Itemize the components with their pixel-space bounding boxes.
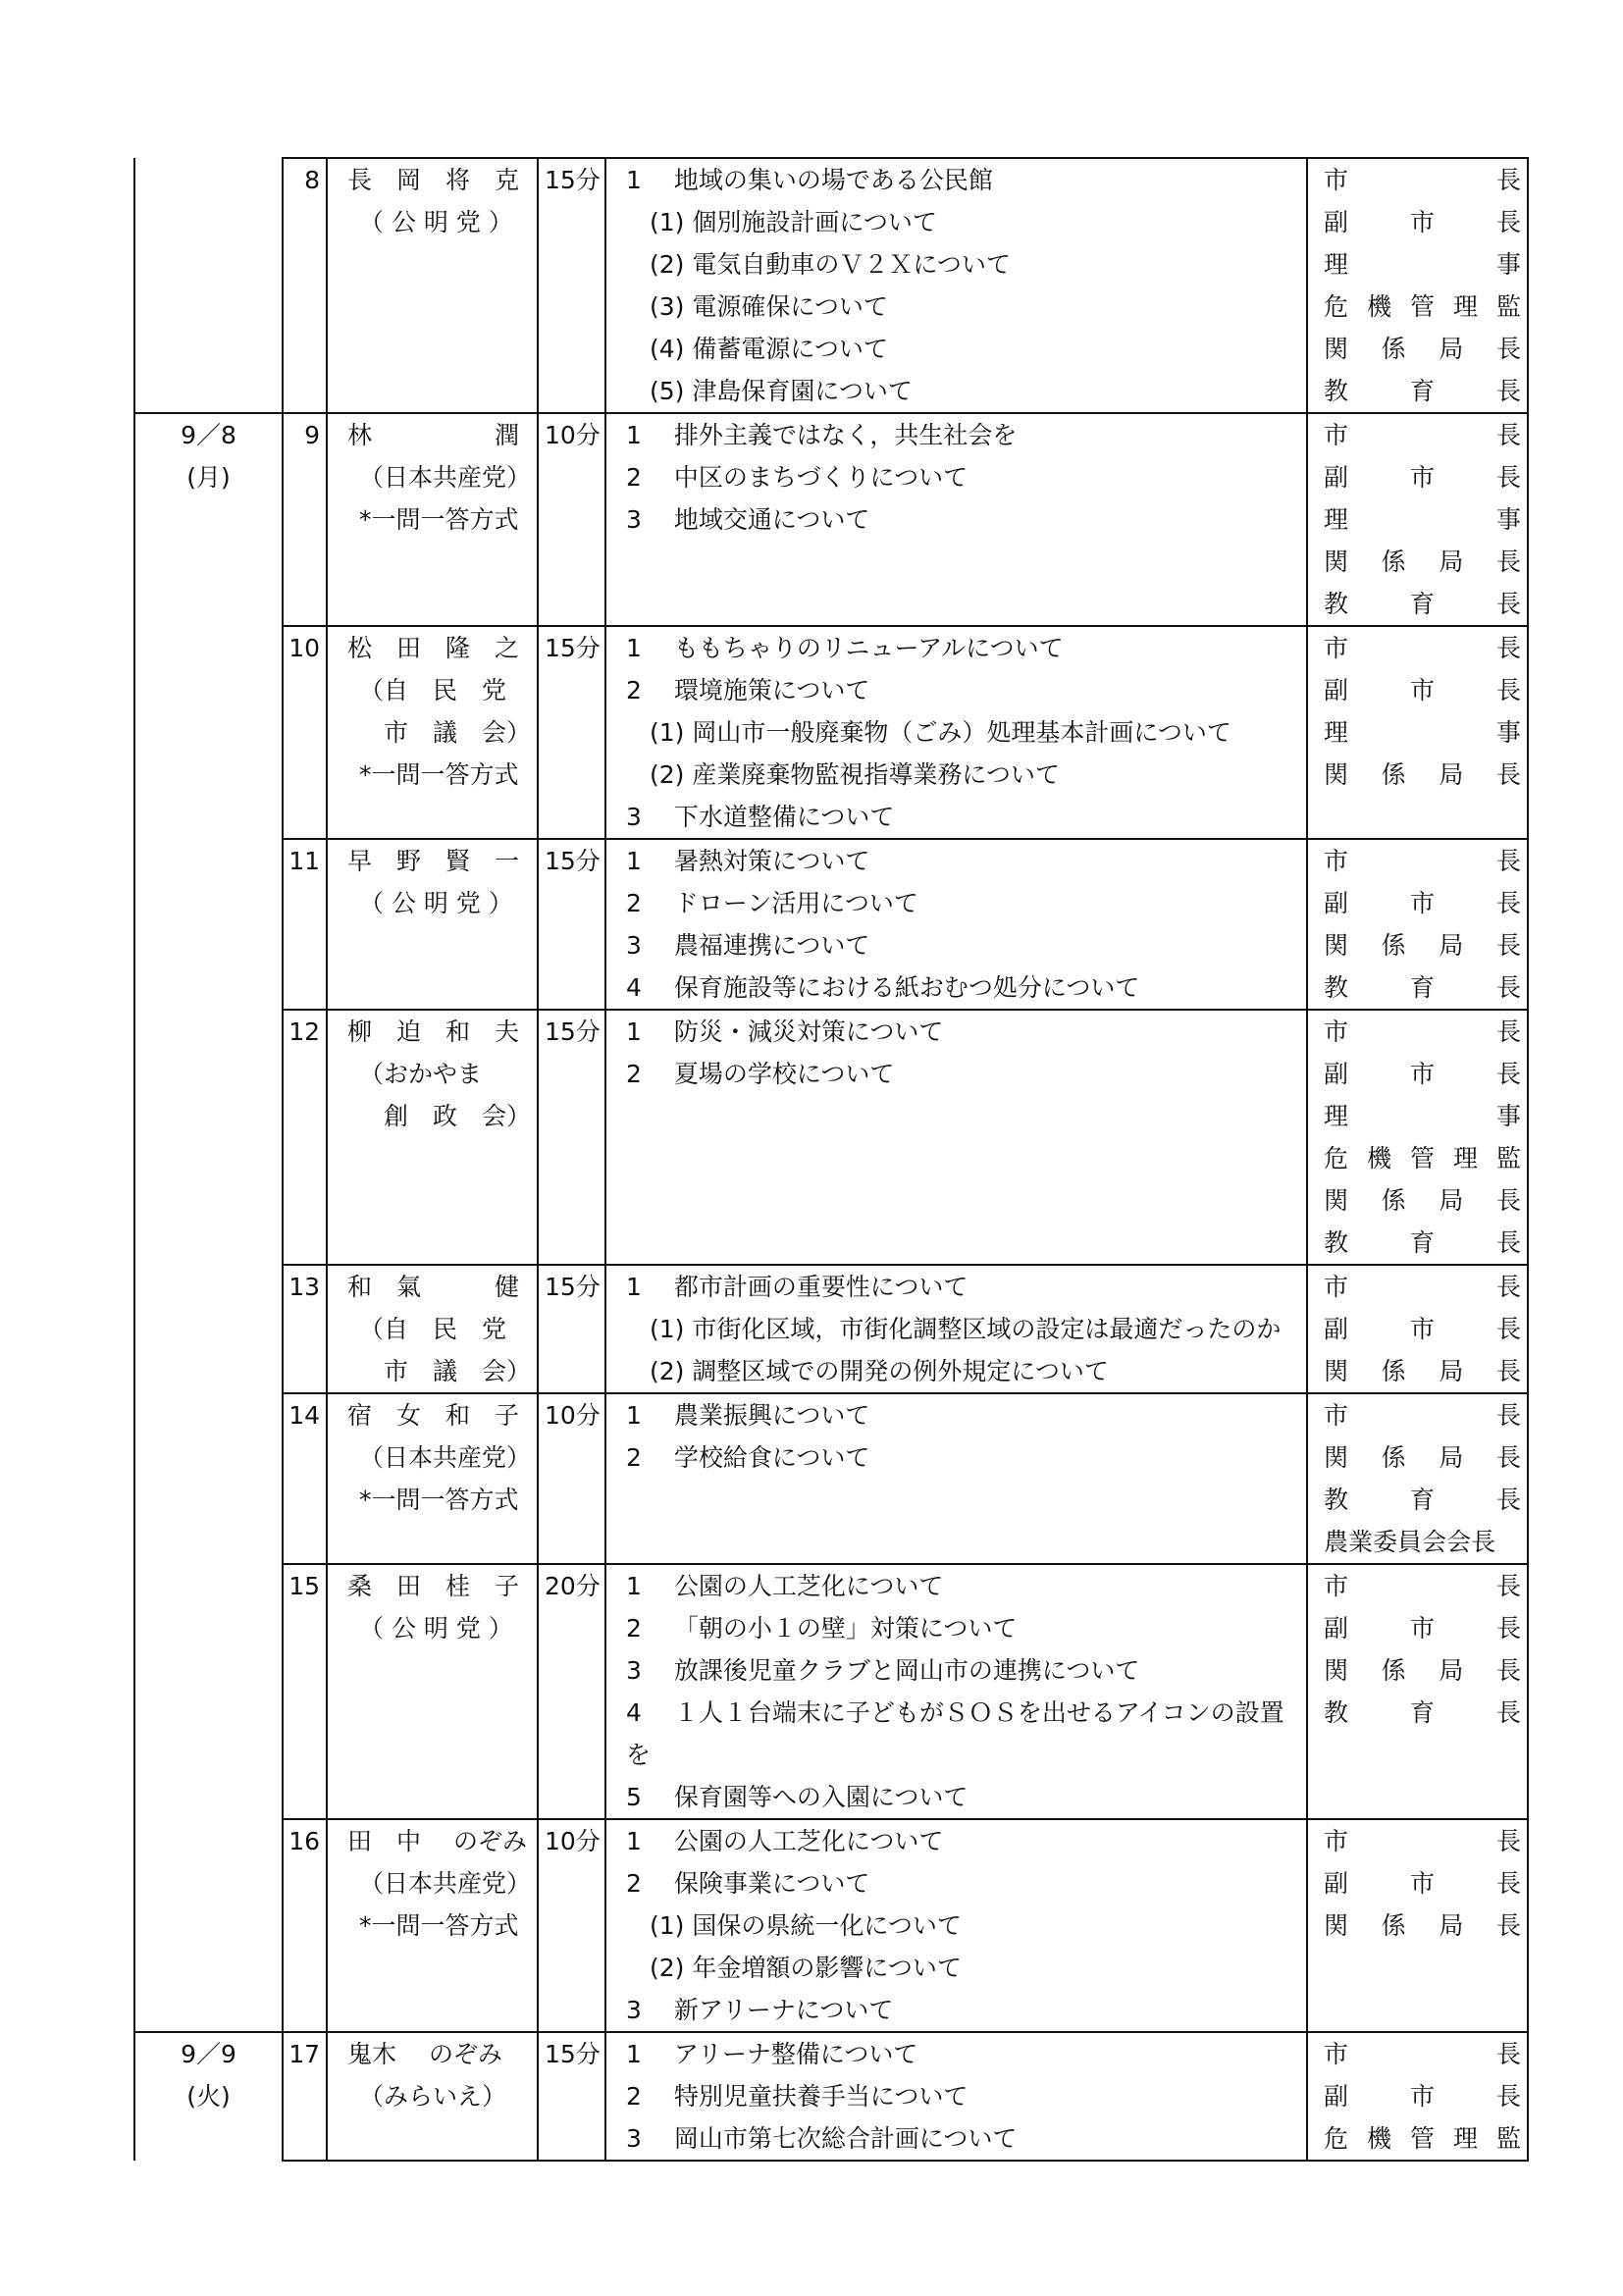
- topic-item: 2 「朝の小１の壁」対策について: [626, 1614, 1018, 1643]
- questioner-name: 長 岡 将 克: [347, 166, 520, 194]
- questioner-affiliation: （日本共産党）: [359, 1443, 532, 1472]
- time-value: 15分: [545, 1018, 601, 1046]
- time-allotted: [538, 1393, 605, 1564]
- time-value: 15分: [545, 2040, 601, 2068]
- answerer: 関 係 局 長: [1324, 1911, 1521, 1940]
- topic-item: 3 岡山市第七次総合計画について: [626, 2124, 1018, 2153]
- speaker-number: [283, 1265, 327, 1393]
- answerer: 市 長: [1324, 1273, 1521, 1301]
- answerer: 教 育 長: [1324, 1486, 1521, 1514]
- answerer: 副 市 長: [1324, 1060, 1521, 1088]
- questioner-affiliation: （自 民 党: [359, 1315, 507, 1343]
- questioner: [327, 839, 538, 1010]
- answerer: 関 係 局 長: [1324, 760, 1521, 789]
- time-value: 10分: [545, 1827, 601, 1855]
- time-allotted: [538, 1010, 605, 1265]
- session-date: [134, 158, 283, 413]
- questioner-affiliation: （自 民 党: [359, 676, 507, 704]
- speaker-row: [134, 1564, 1528, 1819]
- time-allotted: [538, 1819, 605, 2032]
- answerer: 市 長: [1324, 166, 1521, 194]
- answerer: 副 市 長: [1324, 1614, 1521, 1643]
- speaker-row: [134, 2032, 1528, 2161]
- session-date: [134, 626, 283, 839]
- speaker-number: [283, 1010, 327, 1265]
- answerer: 理 事: [1324, 250, 1521, 279]
- session-date: [134, 1564, 283, 1819]
- speaker-number: [283, 413, 327, 626]
- answerer: 関 係 局 長: [1324, 1357, 1521, 1385]
- time-value: 15分: [545, 1273, 601, 1301]
- answerers: [1307, 839, 1528, 1010]
- answerer: 理 事: [1324, 1102, 1521, 1130]
- questioner-name: 和 氣 健: [347, 1273, 520, 1301]
- topic-item: (2) 電気自動車のＶ２Ｘについて: [650, 250, 1011, 279]
- questioner: [327, 1819, 538, 2032]
- questioner: [327, 1010, 538, 1265]
- answerer: 理 事: [1324, 505, 1521, 534]
- topic-item: 2 特別児童扶養手当について: [626, 2082, 969, 2111]
- answerer: 教 育 長: [1324, 1698, 1521, 1727]
- answerer: 教 育 長: [1324, 1228, 1521, 1257]
- speaker-row: [134, 158, 1528, 413]
- answerers: [1307, 626, 1528, 839]
- questioner: [327, 413, 538, 626]
- answerers: [1307, 1265, 1528, 1393]
- answerer: 副 市 長: [1324, 463, 1521, 492]
- answerers: [1307, 158, 1528, 413]
- topic-item: 1 都市計画の重要性について: [626, 1273, 969, 1301]
- time-value: 10分: [545, 421, 601, 449]
- answerer: 危 機 管 理 監: [1324, 1144, 1521, 1173]
- answerer: 関 係 局 長: [1324, 1186, 1521, 1215]
- questioner: [327, 1393, 538, 1564]
- speaker-number: [283, 626, 327, 839]
- questioner-name: 田 中 のぞみ: [347, 1827, 527, 1855]
- questioner: [327, 1265, 538, 1393]
- answerer: 市 長: [1324, 1827, 1521, 1855]
- question-topics: [605, 626, 1307, 839]
- answerers: [1307, 1393, 1528, 1564]
- question-topics: [605, 2032, 1307, 2161]
- questioner-name: 柳 迫 和 夫: [347, 1018, 520, 1046]
- answerer: 農 業 委 員 会 会 長: [1324, 1528, 1496, 1556]
- topic-item: (1) 国保の県統一化について: [650, 1911, 962, 1940]
- speaker-row: [134, 1393, 1528, 1564]
- question-topics: [605, 1010, 1307, 1265]
- order-number: 9: [304, 421, 320, 449]
- order-number: 8: [304, 166, 320, 194]
- time-value: 15分: [545, 847, 601, 875]
- topic-item: 3 新アリーナについて: [626, 1996, 894, 2024]
- time-allotted: [538, 413, 605, 626]
- date-text: (月): [186, 463, 231, 492]
- questioner-affiliation: （ 公 明 党 ）: [359, 889, 513, 917]
- questioner-name: 鬼木 のぞみ: [347, 2040, 502, 2068]
- topic-item: 1 公園の人工芝化について: [626, 1827, 944, 1855]
- questioner-name: 林 潤: [347, 421, 520, 449]
- answerers: [1307, 2032, 1528, 2161]
- topic-item: 4 保育施設等における紙おむつ処分について: [626, 973, 1140, 1002]
- topic-item: 4 １人１台端末に子どもがＳＯＳを出せるアイコンの設置: [626, 1698, 1284, 1727]
- speaker-number: [283, 158, 327, 413]
- speaker-row: [134, 839, 1528, 1010]
- question-schedule-table: [133, 157, 1529, 2162]
- topic-item: (3) 電源確保について: [650, 292, 888, 321]
- questioner-affiliation: *一問一答方式: [359, 505, 519, 534]
- answerers: [1307, 1010, 1528, 1265]
- answerer: 副 市 長: [1324, 889, 1521, 917]
- topic-item: 1 ももちゃりのリニューアルについて: [626, 634, 1064, 662]
- answerer: 理 事: [1324, 718, 1521, 747]
- order-number: 15: [288, 1572, 320, 1600]
- questioner-affiliation: 市 議 会）: [359, 718, 532, 747]
- topic-item: (1) 市街化区域，市街化調整区域の設定は最適だったのか: [650, 1315, 1282, 1343]
- answerer: 教 育 長: [1324, 590, 1521, 618]
- questioner-name: 松 田 隆 之: [347, 634, 520, 662]
- topic-item: 1 防災・減災対策について: [626, 1018, 944, 1046]
- answerer: 危 機 管 理 監: [1324, 2124, 1521, 2153]
- answerer: 市 長: [1324, 634, 1521, 662]
- time-allotted: [538, 1265, 605, 1393]
- session-date: [134, 1265, 283, 1393]
- questioner-affiliation: 創 政 会）: [359, 1102, 532, 1130]
- time-allotted: [538, 839, 605, 1010]
- answerer: 関 係 局 長: [1324, 1656, 1521, 1685]
- topic-item: 5 保育園等への入園について: [626, 1783, 969, 1811]
- time-value: 15分: [545, 634, 601, 662]
- topic-item: 1 公園の人工芝化について: [626, 1572, 944, 1600]
- topic-item: 2 中区のまちづくりについて: [626, 463, 969, 492]
- order-number: 11: [288, 847, 320, 875]
- speaker-row: [134, 1265, 1528, 1393]
- questioner-affiliation: （ 公 明 党 ）: [359, 1614, 513, 1643]
- questioner: [327, 1564, 538, 1819]
- topic-item: (1) 個別施設計画について: [650, 208, 937, 236]
- topic-item: (5) 津島保育園について: [650, 377, 913, 405]
- answerer: 市 長: [1324, 1018, 1521, 1046]
- topic-item: 2 夏場の学校について: [626, 1060, 895, 1088]
- speaker-row: [134, 626, 1528, 839]
- speaker-number: [283, 1393, 327, 1564]
- topic-item: 3 農福連携について: [626, 931, 870, 960]
- questioner-affiliation: （日本共産党）: [359, 1869, 532, 1898]
- answerer: 危 機 管 理 監: [1324, 292, 1521, 321]
- question-topics: [605, 839, 1307, 1010]
- topic-item: 2 ドローン活用について: [626, 889, 918, 917]
- questioner-affiliation: *一問一答方式: [359, 1486, 519, 1514]
- topic-item: (2) 年金増額の影響について: [650, 1954, 962, 1982]
- date-text: 9／9: [181, 2040, 236, 2068]
- speaker-number: [283, 1564, 327, 1819]
- speaker-row: [134, 1819, 1528, 2032]
- questioner-affiliation: 市 議 会）: [359, 1357, 532, 1385]
- time-allotted: [538, 158, 605, 413]
- speaker-row: [134, 413, 1528, 626]
- questioner: [327, 626, 538, 839]
- session-date: [134, 1393, 283, 1564]
- questioner-name: 桑 田 桂 子: [347, 1572, 520, 1600]
- topic-item: 3 放課後児童クラブと岡山市の連携について: [626, 1656, 1140, 1685]
- questioner-affiliation: *一問一答方式: [359, 760, 519, 789]
- topic-item: 2 保険事業について: [626, 1869, 870, 1898]
- answerer: 副 市 長: [1324, 676, 1521, 704]
- topic-item: を: [626, 1741, 652, 1769]
- answerers: [1307, 1819, 1528, 2032]
- questioner-name: 宿 女 和 子: [347, 1401, 520, 1430]
- topic-item: (2) 調整区域での開発の例外規定について: [650, 1357, 1109, 1385]
- order-number: 10: [288, 634, 320, 662]
- session-date: [134, 1010, 283, 1265]
- answerer: 教 育 長: [1324, 973, 1521, 1002]
- time-value: 20分: [545, 1572, 601, 1600]
- time-allotted: [538, 2032, 605, 2161]
- questioner-name: 早 野 賢 一: [347, 847, 520, 875]
- session-date: [134, 2032, 283, 2161]
- time-value: 15分: [545, 166, 601, 194]
- questioner: [327, 158, 538, 413]
- time-allotted: [538, 626, 605, 839]
- answerer: 副 市 長: [1324, 1869, 1521, 1898]
- answerer: 関 係 局 長: [1324, 335, 1521, 363]
- topic-item: 3 地域交通について: [626, 505, 870, 534]
- questioner-affiliation: *一問一答方式: [359, 1911, 519, 1940]
- answerer: 副 市 長: [1324, 2082, 1521, 2111]
- order-number: 17: [288, 2040, 320, 2068]
- date-text: 9／8: [181, 421, 236, 449]
- answerers: [1307, 1564, 1528, 1819]
- topic-item: 1 農業振興について: [626, 1401, 870, 1430]
- order-number: 13: [288, 1273, 320, 1301]
- topic-item: 3 下水道整備について: [626, 803, 895, 831]
- question-topics: [605, 1564, 1307, 1819]
- topic-item: (2) 産業廃棄物監視指導業務について: [650, 760, 1060, 789]
- questioner-affiliation: （みらいえ）: [359, 2082, 507, 2111]
- session-date: [134, 1819, 283, 2032]
- topic-item: 2 学校給食について: [626, 1443, 870, 1472]
- speaker-number: [283, 2032, 327, 2161]
- topic-item: (1) 岡山市一般廃棄物（ごみ）処理基本計画について: [650, 718, 1231, 747]
- question-topics: [605, 158, 1307, 413]
- question-topics: [605, 1393, 1307, 1564]
- questioner-affiliation: （ 公 明 党 ）: [359, 208, 513, 236]
- topic-item: (4) 備蓄電源について: [650, 335, 888, 363]
- speaker-number: [283, 839, 327, 1010]
- time-value: 10分: [545, 1401, 601, 1430]
- topic-item: 1 暑熱対策について: [626, 847, 870, 875]
- session-date: [134, 413, 283, 626]
- session-date: [134, 839, 283, 1010]
- order-number: 14: [288, 1401, 320, 1430]
- answerers: [1307, 413, 1528, 626]
- answerer: 市 長: [1324, 847, 1521, 875]
- question-topics: [605, 1265, 1307, 1393]
- answerer: 市 長: [1324, 2040, 1521, 2068]
- answerer: 副 市 長: [1324, 1315, 1521, 1343]
- question-topics: [605, 413, 1307, 626]
- answerer: 市 長: [1324, 1401, 1521, 1430]
- answerer: 副 市 長: [1324, 208, 1521, 236]
- speaker-number: [283, 1819, 327, 2032]
- questioner-affiliation: （日本共産党）: [359, 463, 532, 492]
- questioner-affiliation: （おかやま: [359, 1060, 483, 1088]
- answerer: 関 係 局 長: [1324, 1443, 1521, 1472]
- order-number: 12: [288, 1018, 320, 1046]
- question-topics: [605, 1819, 1307, 2032]
- time-allotted: [538, 1564, 605, 1819]
- speaker-row: [134, 1010, 1528, 1265]
- answerer: 市 長: [1324, 421, 1521, 449]
- answerer: 関 係 局 長: [1324, 931, 1521, 960]
- order-number: 16: [288, 1827, 320, 1855]
- questioner: [327, 2032, 538, 2161]
- topic-item: 2 環境施策について: [626, 676, 870, 704]
- topic-item: 1 アリーナ整備について: [626, 2040, 918, 2068]
- schedule-body: [134, 158, 1528, 2161]
- answerer: 教 育 長: [1324, 377, 1521, 405]
- answerer: 市 長: [1324, 1572, 1521, 1600]
- answerer: 関 係 局 長: [1324, 548, 1521, 576]
- topic-item: 1 排外主義ではなく，共生社会を: [626, 421, 1018, 449]
- topic-item: 1 地域の集いの場である公民館: [626, 166, 993, 194]
- date-text: (火): [186, 2082, 231, 2111]
